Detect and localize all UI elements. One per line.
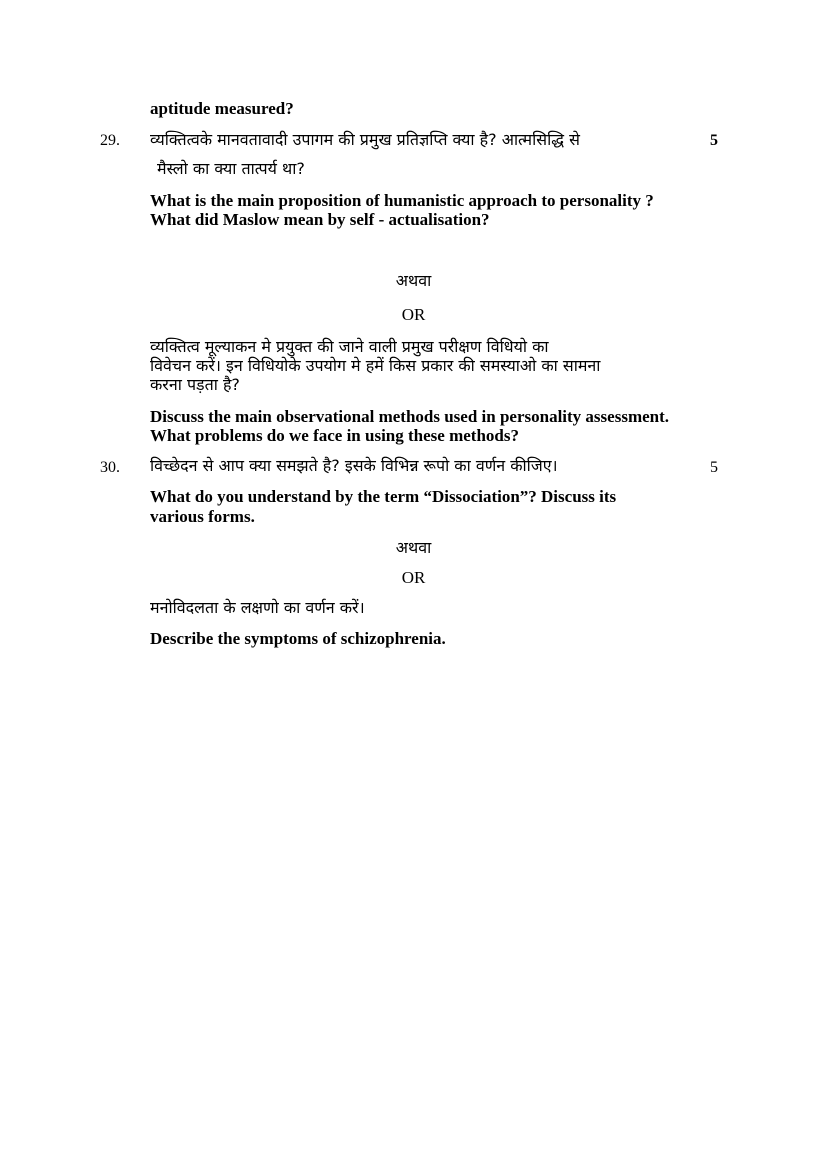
q29-english-line2: What did Maslow mean by self - actualisation? [150, 210, 490, 229]
q29-or-english: OR [401, 305, 426, 324]
q29-hindi-line1: व्यक्तित्वके मानवतावादी उपागम की प्रमुख प्रतिज्ञप्ति क्या है? आत्मसिद्धि से [150, 130, 580, 149]
q30-marks: 5 [710, 459, 718, 476]
q30-hindi-line1: विच्छेदन से आप क्या समझते है? इसके विभिन्न रूपो का वर्णन कीजिए। [150, 456, 558, 475]
q29-or-hindi: अथवा [395, 271, 432, 290]
q29-hindi-line2: मैस्लो का क्या तात्पर्य था? [157, 159, 305, 178]
q30-or-english: OR [401, 568, 426, 587]
q29-number: 29. [100, 132, 120, 149]
q29-alt-english-line1: Discuss the main observational methods used in personality assessment. [150, 407, 670, 426]
q29-marks: 5 [710, 132, 718, 149]
q29-alt-hindi-line2: विवेचन करें। इन विधियोके उपयोग मे हमें किस प्रकार की समस्याओ का सामना [150, 356, 601, 375]
q29-alt-hindi-line3: करना पड़ता है? [150, 375, 240, 394]
q30-alt-hindi-line1: मनोविदलता के लक्षणो का वर्णन करें। [150, 598, 365, 617]
q30-alt-english-line1: Describe the symptoms of schizophrenia. [150, 629, 446, 648]
q30-number: 30. [100, 459, 120, 476]
continuation-text: aptitude measured? [150, 99, 294, 118]
q30-english-line1: What do you understand by the term “Dissociation”? Discuss its [150, 487, 617, 506]
q29-alt-hindi-line1: व्यक्तित्व मूल्याकन मे प्रयुक्त की जाने वाली प्रमुख परीक्षण विधियो का [150, 337, 549, 356]
q29-english-line1: What is the main proposition of humanistic approach to personality ? [150, 191, 654, 210]
q30-or-hindi: अथवा [395, 538, 432, 557]
q29-alt-english-line2: What problems do we face in using these methods? [150, 426, 519, 445]
q30-english-line2: various forms. [150, 507, 255, 526]
